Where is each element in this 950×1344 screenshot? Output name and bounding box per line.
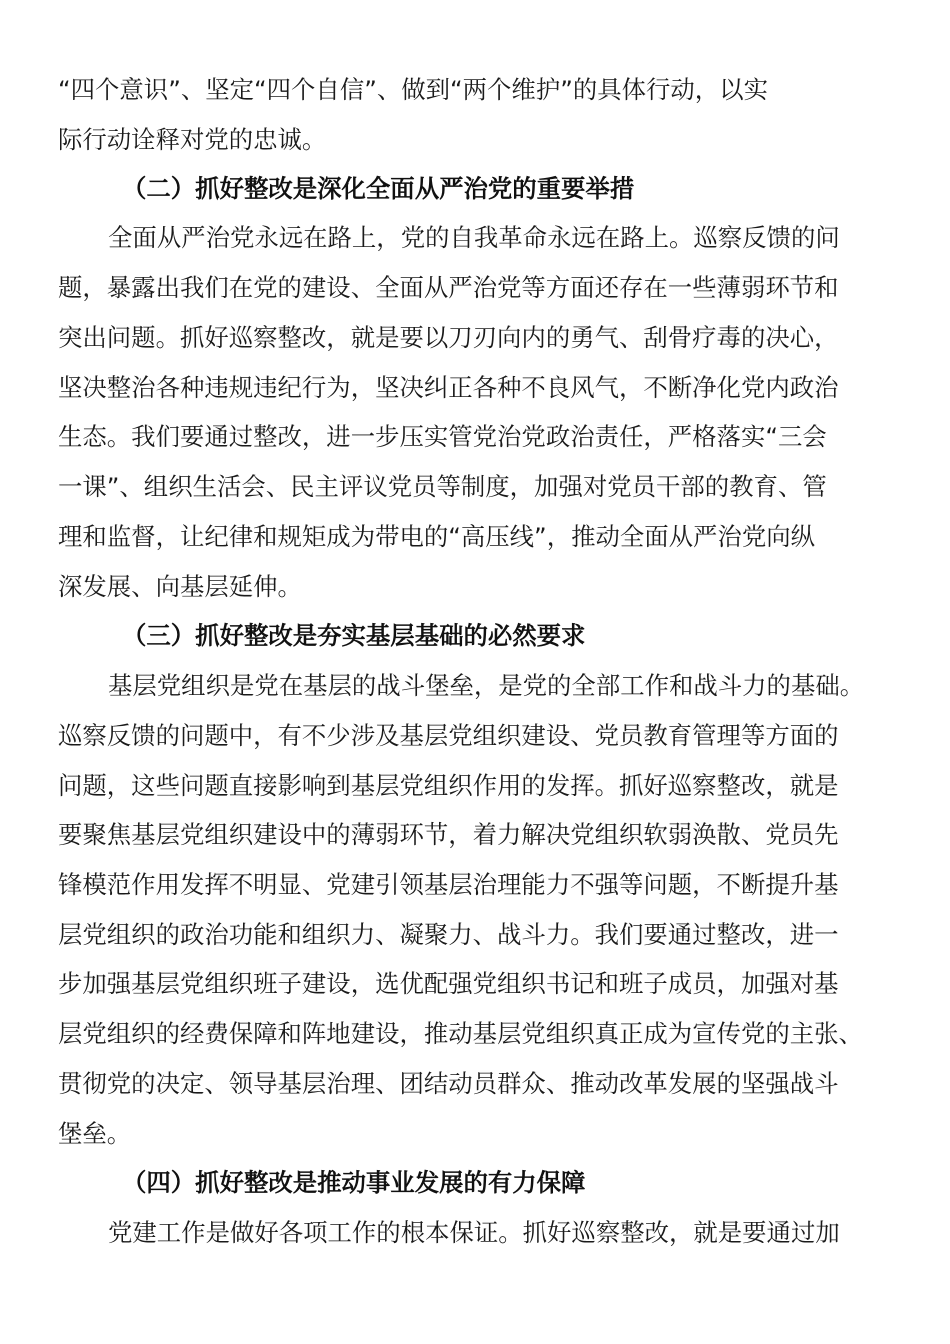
text-line: 坚决整治各种违规违纪行为，坚决纠正各种不良风气，不断净化党内政治 xyxy=(58,373,839,402)
section-heading-2: （二）抓好整改是深化全面从严治党的重要举措 xyxy=(122,174,635,203)
text-line: 贯彻党的决定、领导基层治理、团结动员群众、推动改革发展的坚强战斗 xyxy=(58,1069,839,1098)
text-line: 理和监督，让纪律和规矩成为带电的“高压线”，推动全面从严治党向纵 xyxy=(58,522,815,551)
paragraph-first-line: 党建工作是做好各项工作的根本保证。抓好巡察整改，就是要通过加 xyxy=(108,1218,840,1247)
text-line: 际行动诠释对党的忠诚。 xyxy=(58,125,327,154)
text-line: 题，暴露出我们在党的建设、全面从严治党等方面还存在一些薄弱环节和 xyxy=(58,273,839,302)
text-line: 深发展、向基层延伸。 xyxy=(58,572,302,601)
text-line: 步加强基层党组织班子建设，选优配强党组织书记和班子成员，加强对基 xyxy=(58,969,839,998)
text-line: 巡察反馈的问题中，有不少涉及基层党组织建设、党员教育管理等方面的 xyxy=(58,721,839,750)
text-line: 层党组织的经费保障和阵地建设，推动基层党组织真正成为宣传党的主张、 xyxy=(58,1019,863,1048)
text-line: 堡垒。 xyxy=(58,1119,132,1148)
text-line: 问题，这些问题直接影响到基层党组织作用的发挥。抓好巡察整改，就是 xyxy=(58,771,839,800)
text-line: 生态。我们要通过整改，进一步压实管党治党政治责任，严格落实“三会 xyxy=(58,422,827,451)
text-line: 锋模范作用发挥不明显、党建引领基层治理能力不强等问题，不断提升基 xyxy=(58,870,839,899)
text-line: 层党组织的政治功能和组织力、凝聚力、战斗力。我们要通过整改，进一 xyxy=(58,920,839,949)
text-line: 一课”、组织生活会、民主评议党员等制度，加强对党员干部的教育、管 xyxy=(58,472,827,501)
section-heading-4: （四）抓好整改是推动事业发展的有力保障 xyxy=(122,1168,586,1197)
text-line: 突出问题。抓好巡察整改，就是要以刀刃向内的勇气、刮骨疗毒的决心， xyxy=(58,323,839,352)
text-line: “四个意识”、坚定“四个自信”、做到“两个维护”的具体行动，以实 xyxy=(58,75,768,104)
paragraph-first-line: 基层党组织是党在基层的战斗堡垒，是党的全部工作和战斗力的基础。 xyxy=(108,671,865,700)
paragraph-first-line: 全面从严治党永远在路上，党的自我革命永远在路上。巡察反馈的问 xyxy=(108,223,840,252)
section-heading-3: （三）抓好整改是夯实基层基础的必然要求 xyxy=(122,621,586,650)
text-line: 要聚焦基层党组织建设中的薄弱环节，着力解决党组织软弱涣散、党员先 xyxy=(58,820,839,849)
